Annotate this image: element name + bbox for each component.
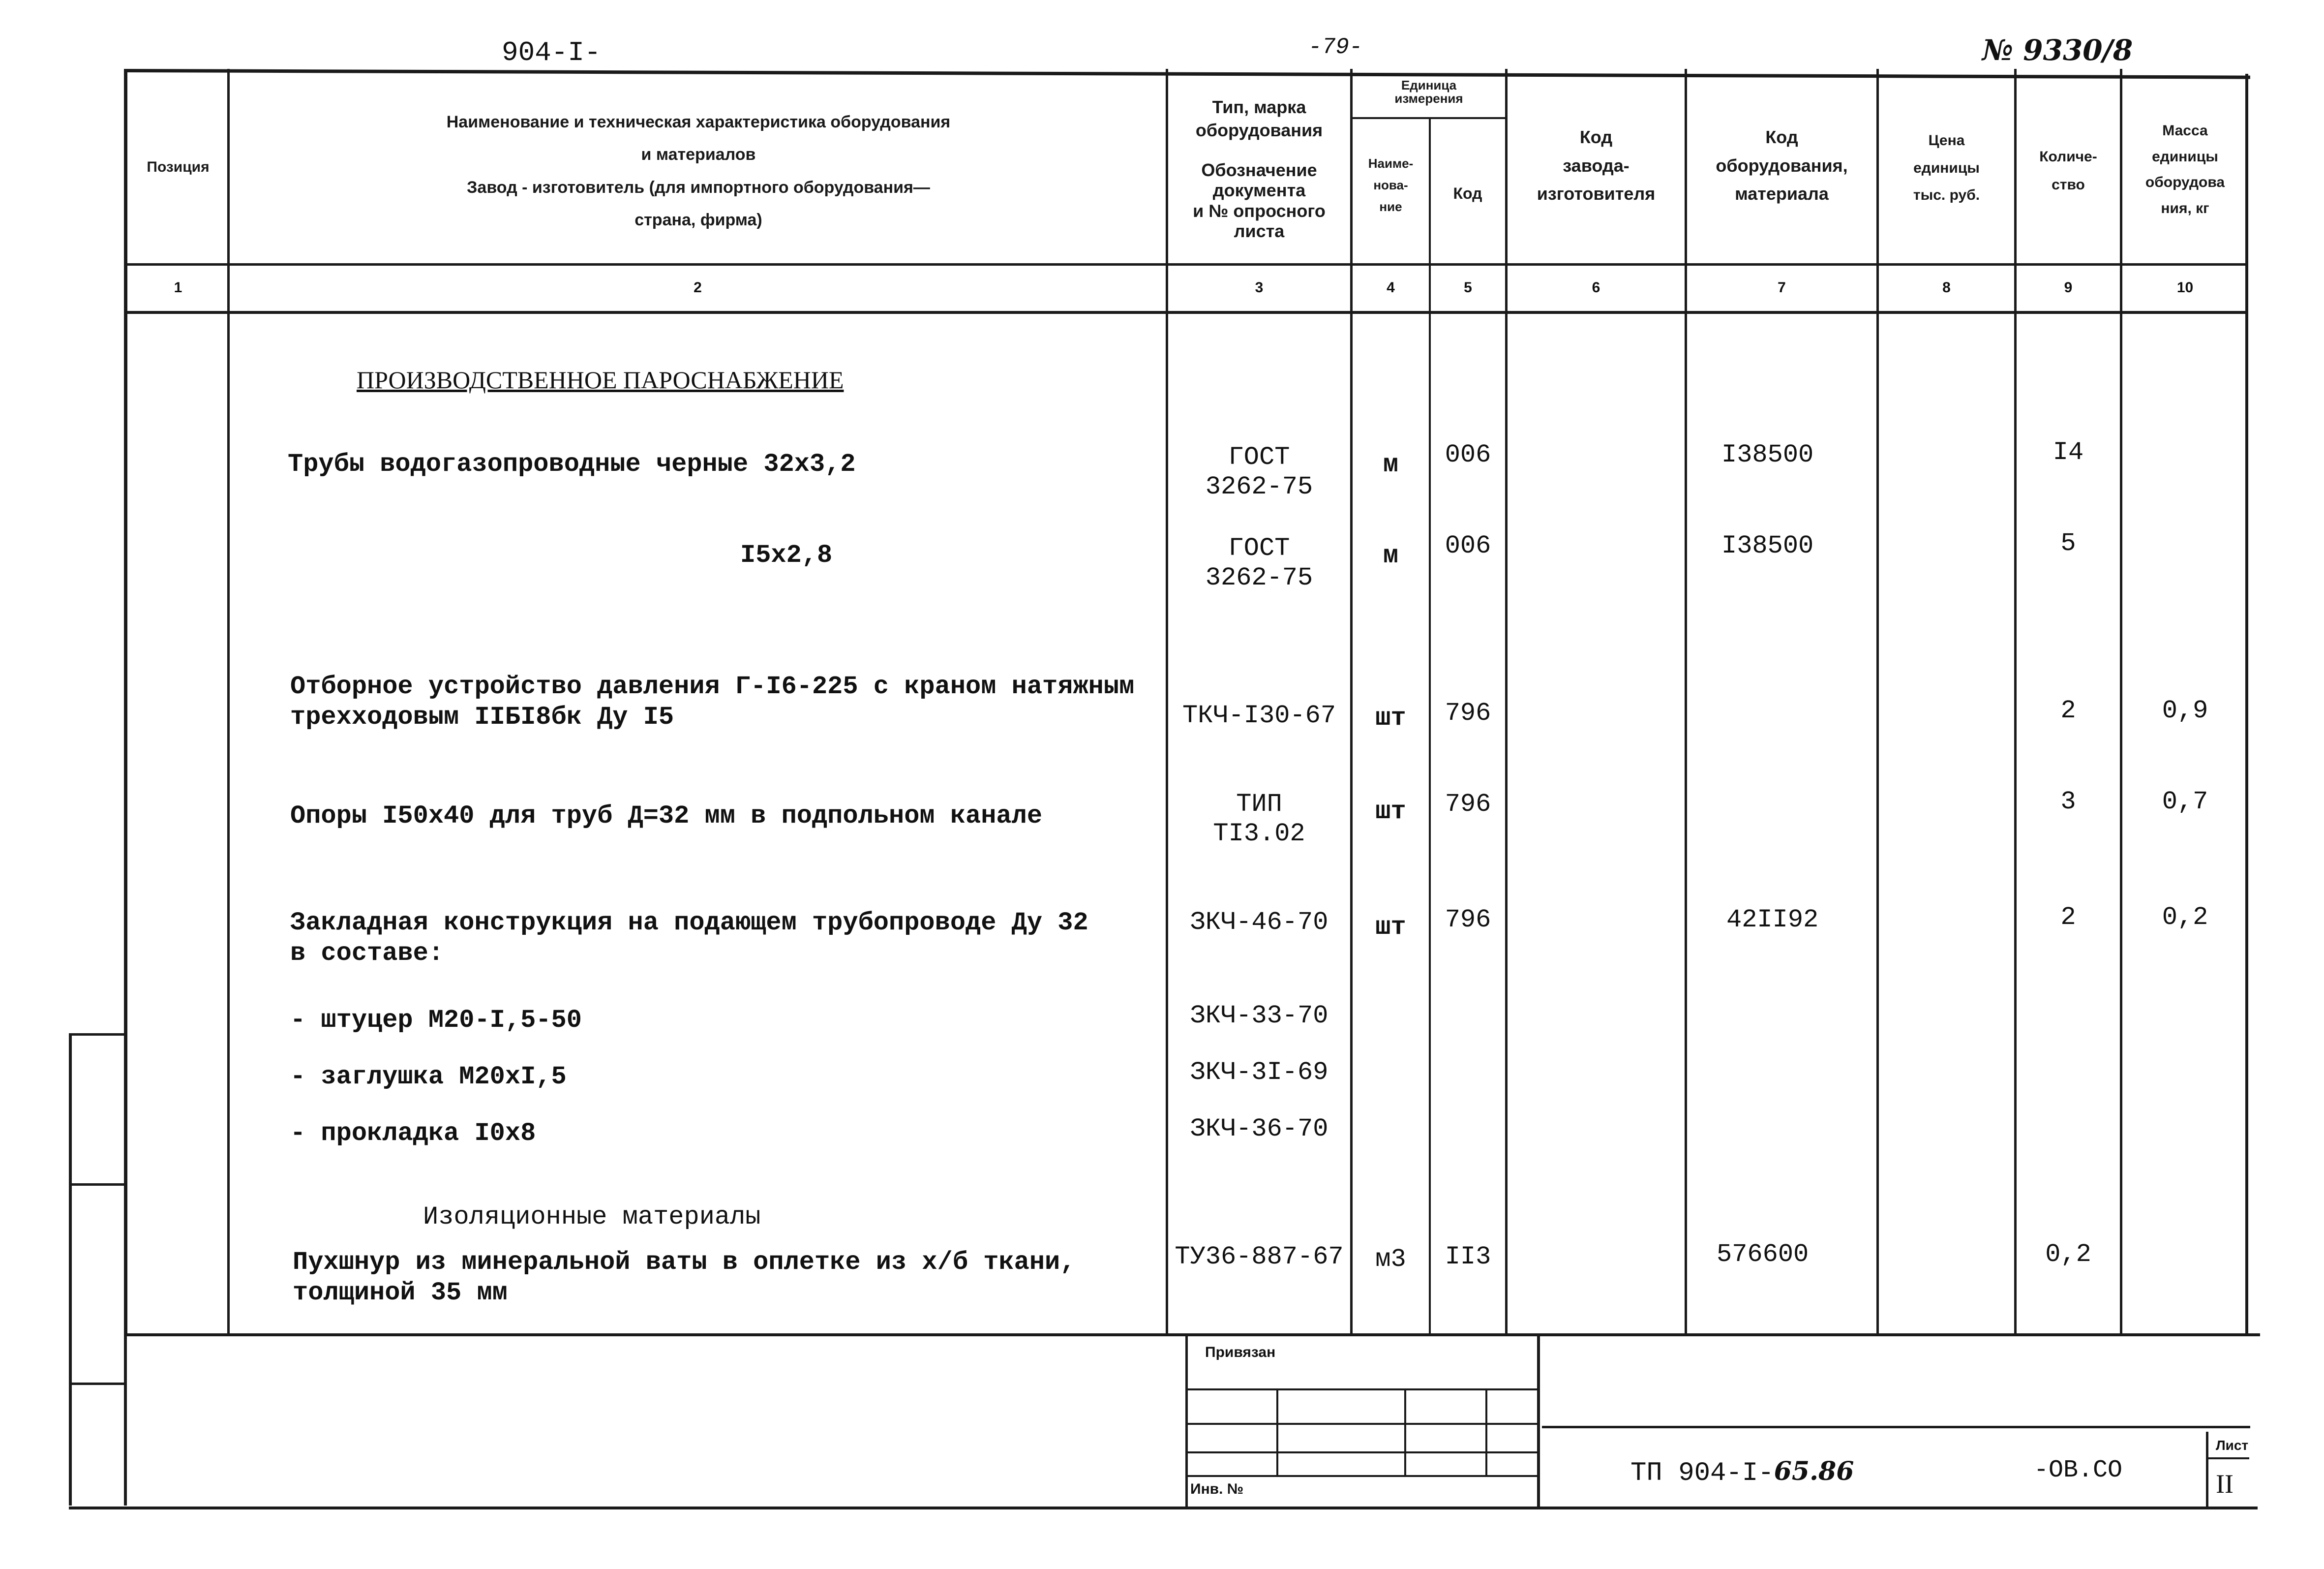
- row3-qty: 2: [2060, 696, 2076, 725]
- row7-name: - заглушка М20хI,5: [290, 1062, 567, 1091]
- row3-unit-code: 796: [1445, 699, 1491, 728]
- header-quantity: Количе- ство: [2039, 149, 2097, 193]
- margin-vert-2: [124, 1033, 127, 1506]
- sheet-number: II: [2216, 1469, 2233, 1499]
- series-code: 904-I-: [502, 37, 601, 68]
- page-bottom-line: [69, 1507, 2258, 1509]
- stamp-v3: [1485, 1388, 1487, 1476]
- colnum-2: 2: [694, 279, 702, 296]
- page-number: -79-: [1308, 34, 1363, 60]
- row4-name: Опоры I50х40 для труб Д=32 мм в подпольном канале: [290, 801, 1043, 831]
- margin-hline-3: [69, 1383, 127, 1385]
- header-name: Наименование и техническая характеристика оборудования и материалов Завод - изготовитель (для импортного оборудования— страна, фирма): [446, 113, 951, 229]
- header-plant-code: Код завода- изготовителя: [1537, 127, 1656, 204]
- insulation-heading: Изоляционные материалы: [423, 1202, 761, 1231]
- margin-vert-1: [69, 1033, 72, 1506]
- header-mass: Масса единицы оборудова ния, кг: [2145, 123, 2225, 216]
- row4-unit: шт: [1375, 797, 1406, 826]
- colnum-6: 6: [1592, 279, 1600, 296]
- doc-number: № 9330/8: [1982, 33, 2133, 67]
- colnum-4: 4: [1387, 279, 1395, 296]
- row4-mass: 0,7: [2162, 787, 2208, 816]
- row6-name: - штуцер М20-I,5-50: [290, 1006, 582, 1035]
- margin-hline-1: [69, 1033, 127, 1036]
- row3-mass: 0,9: [2162, 696, 2208, 725]
- body-bottom-line: [125, 1333, 2260, 1336]
- row10-equip-code: 576600: [1717, 1240, 1809, 1269]
- table-border-top: [125, 69, 2250, 79]
- row3-doc: ТКЧ-I30-67: [1182, 701, 1336, 730]
- colnum-1: 1: [174, 279, 182, 296]
- row4-qty: 3: [2060, 787, 2076, 816]
- row7-doc: ЗКЧ-3I-69: [1190, 1058, 1328, 1087]
- section-title: ПРОИЗВОДСТВЕННОЕ ПАРОСНАБЖЕНИЕ: [357, 366, 844, 394]
- row4-unit-code: 796: [1445, 790, 1491, 819]
- header-doc: Обозначение документа и № опросного листа: [1193, 160, 1326, 242]
- stamp-box-right: [1537, 1336, 1540, 1507]
- row5-unit: шт: [1375, 913, 1406, 942]
- unit-group-line: [1352, 117, 1505, 119]
- margin-hline-2: [69, 1183, 127, 1186]
- header-price: Цена единицы тыс. руб.: [1913, 132, 1980, 203]
- stamp-v1: [1276, 1388, 1278, 1476]
- col-divider-3: [1350, 69, 1353, 1333]
- row2-name: I5х2,8: [740, 541, 833, 570]
- row10-unit: м3: [1375, 1245, 1406, 1274]
- header-equip-code: Код оборудования, материала: [1716, 127, 1848, 204]
- row6-doc: ЗКЧ-33-70: [1190, 1001, 1328, 1030]
- stamp-inv-label: Инв. №: [1190, 1481, 1244, 1497]
- row5-mass: 0,2: [2162, 903, 2208, 932]
- row5-doc: ЗКЧ-46-70: [1190, 908, 1328, 937]
- col-divider-5: [1505, 69, 1508, 1333]
- doc-code-suffix: -ОВ.СО: [2034, 1456, 2123, 1484]
- header-bottom-line: [125, 263, 2248, 266]
- row2-unit-code: 006: [1445, 531, 1491, 560]
- header-position: Позиция: [147, 159, 210, 175]
- sheet-box-line: [2207, 1457, 2249, 1459]
- row2-doc: ГОСТ 3262-75: [1205, 534, 1313, 592]
- title-block-line: [1542, 1426, 2250, 1428]
- doc-code: ТП 904-I-65.86: [1630, 1456, 1854, 1488]
- colnum-10: 10: [2176, 279, 2194, 296]
- colnum-5: 5: [1464, 279, 1472, 296]
- row1-doc: ГОСТ 3262-75: [1205, 443, 1313, 501]
- stamp-box-left: [1185, 1336, 1188, 1507]
- row5-equip-code: 42II92: [1726, 905, 1819, 934]
- stamp-bound-label: Привязан: [1205, 1344, 1276, 1360]
- colnum-7: 7: [1778, 279, 1786, 296]
- row1-unit: м: [1383, 450, 1399, 479]
- sheet-label: Лист: [2216, 1438, 2249, 1453]
- row5-qty: 2: [2060, 903, 2076, 932]
- header-type: Тип, марка оборудования: [1195, 97, 1323, 140]
- row1-unit-code: 006: [1445, 440, 1491, 469]
- row1-name: Трубы водогазопроводные черные 32х3,2: [288, 450, 856, 479]
- header-unit-code: Код: [1453, 185, 1482, 202]
- row8-name: - прокладка I0х8: [290, 1119, 536, 1148]
- row10-unit-code: II3: [1445, 1242, 1491, 1271]
- row3-unit: шт: [1375, 704, 1406, 733]
- row2-equip-code: I38500: [1721, 531, 1814, 560]
- col-divider-7: [1876, 69, 1879, 1333]
- row10-doc: ТУ36-887-67: [1175, 1242, 1344, 1271]
- colnum-9: 9: [2064, 279, 2073, 296]
- col-divider-6: [1685, 69, 1687, 1333]
- row3-name: Отборное устройство давления Г-I6-225 с краном натяжным трехходовым IIБI8бк Ду I5: [290, 672, 1135, 732]
- sheet-box-left: [2206, 1432, 2208, 1507]
- row4-doc: ТИП ТI3.02: [1213, 790, 1305, 848]
- row1-equip-code: I38500: [1721, 440, 1814, 469]
- row5-name: Закладная конструкция на подающем трубопроводе Ду 32 в составе:: [290, 908, 1088, 968]
- header-unit-name: Наиме- нова- ние: [1368, 156, 1414, 215]
- row1-qty: I4: [2052, 438, 2084, 467]
- row2-qty: 5: [2060, 529, 2076, 558]
- col-divider-1: [227, 69, 230, 1333]
- row5-unit-code: 796: [1445, 905, 1491, 934]
- row2-unit: м: [1383, 541, 1399, 570]
- row10-name: Пухшнур из минеральной ваты в оплетке из х/б ткани, толщиной 35 мм: [293, 1248, 1076, 1308]
- colnum-3: 3: [1255, 279, 1264, 296]
- colnum-bottom-line: [125, 311, 2248, 314]
- stamp-v2: [1404, 1388, 1406, 1476]
- header-unit-group: Единица измерения: [1394, 78, 1463, 106]
- colnum-8: 8: [1942, 279, 1951, 296]
- row10-qty: 0,2: [2045, 1240, 2091, 1269]
- row8-doc: ЗКЧ-36-70: [1190, 1114, 1328, 1143]
